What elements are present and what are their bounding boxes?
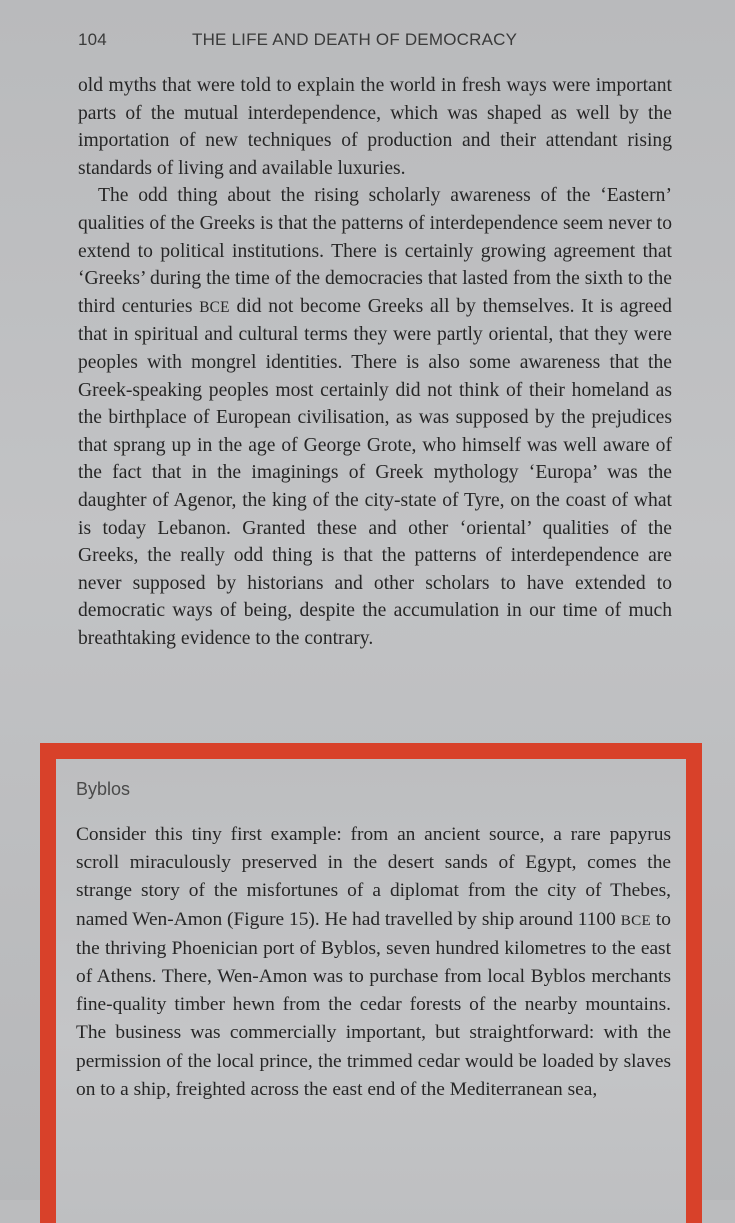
paragraph: old myths that were told to explain the world in fresh ways were important parts of the mutual interdependence, which was shaped as well by the importation of new techniques of production and their attendant rising standards of living and available luxuries. bbox=[78, 75, 672, 179]
paragraph bbox=[78, 182, 672, 652]
box-text bbox=[76, 821, 671, 1104]
page-number: 104 bbox=[78, 30, 107, 49]
paragraph bbox=[76, 821, 671, 1104]
paragraph-text: Consider this tiny first example: from an ancient source, a rare papyrus scroll miraculously preserved in the desert sands of Egypt, comes the strange story of the misfortunes of a diplomat from the city of Thebes, named Wen-Amon (Figure 15). He had travelled by ship around 1100 bbox=[76, 824, 671, 930]
paragraph-text: to the thriving Phoenician port of Byblos, seven hundred kilometres to the east of Athens. There, Wen-Amon was to purchase from local Byblos merchants fine-quality timber hewn from the cedar forests of the nearby mountains. The business was commercially important, but straightforward: with the permission of the local prince, the trimmed cedar would be loaded by slaves on to a ship, freighted across the east end of the Mediterranean sea, bbox=[76, 908, 671, 1100]
running-head: THE LIFE AND DEATH OF DEMOCRACY bbox=[192, 30, 518, 49]
era-abbreviation: BCE bbox=[620, 912, 652, 929]
era-abbreviation: BCE bbox=[199, 298, 230, 316]
page-header bbox=[78, 30, 675, 56]
paragraph-text: did not become Greeks all by themselves. It is agreed that in spiritual and cultural terms they were partly oriental, that they were peoples with mongrel identities. There is also some awareness that the Greek-speaking peoples most certainly did not think of their homeland as the birthplace of European civilisation, as was supposed by the prejudices that sprang up in the age of George Grote, who himself was well aware of the fact that in the imaginings of Greek mythology ‘Europa’ was the daughter of Agenor, the king of the city-state of Tyre, on the coast of what is today Lebanon. Granted these and other ‘oriental’ qualities of the Greeks, the really odd thing is that the patterns of interdependence are never supposed by historians and other scholars to have extended to democratic ways of being, despite the accumulation in our time of much breathtaking evidence to the contrary. bbox=[78, 295, 672, 649]
paragraph-text: The odd thing about the rising scholarly awareness of the ‘Eastern’ qualities of the Greeks is that the patterns of interdependence seem never to extend to political institutions. There is certainly growing agreement that ‘Greeks’ during the time of the democracies that lasted from the sixth to the third centuries bbox=[78, 185, 672, 317]
body-text bbox=[78, 72, 672, 652]
box-heading: Byblos bbox=[76, 779, 131, 799]
highlighted-box bbox=[40, 743, 702, 1223]
